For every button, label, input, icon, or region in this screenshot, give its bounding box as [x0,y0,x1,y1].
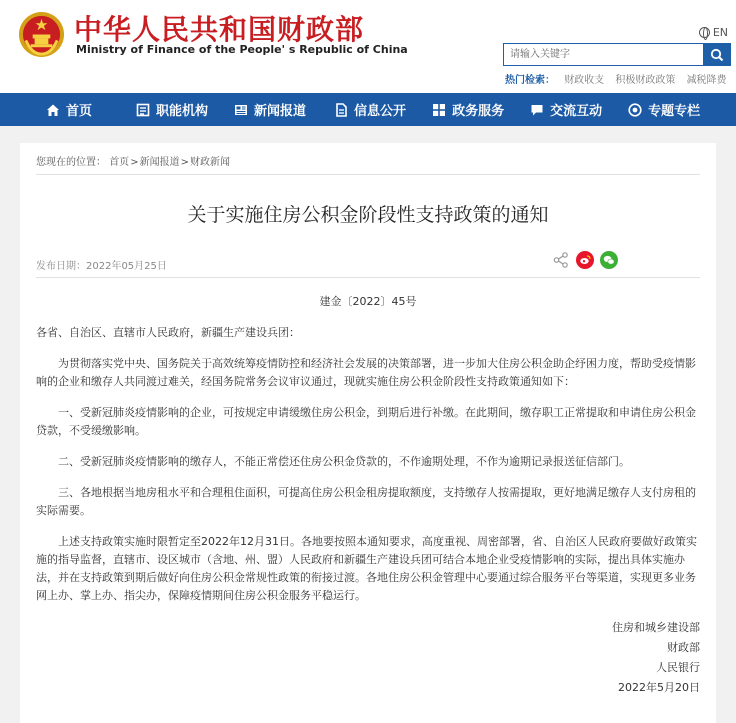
nav-item-topics[interactable] [602,93,700,126]
signature-line: 住房和城乡建设部 [612,621,700,634]
weibo-glyph-icon [579,254,591,266]
chat-icon [530,103,544,117]
breadcrumb [36,153,230,168]
document-icon [334,103,348,117]
newspaper-icon [234,103,248,117]
home-icon [46,103,60,117]
article-paragraph: 一、受新冠肺炎疫情影响的企业，可按规定申请缓缴住房公积金，到期后进行补缴。在此期间，缴存职工正常提取和申请住房公积金贷款，不受缓缴影响。 [36,406,696,437]
breadcrumb-separator: > [180,157,189,168]
nav-item-label: 首页 [66,104,93,119]
share-bar [552,251,618,269]
signature-line: 财政部 [667,641,700,654]
search-input[interactable] [504,44,704,65]
signature-line: 人民银行 [656,661,700,674]
topic-icon [628,103,642,117]
weibo-icon[interactable] [576,251,594,269]
breadcrumb-separator: > [130,157,139,168]
signatures [36,618,700,698]
nav-item-interaction[interactable] [504,93,602,126]
org-chart-icon [136,103,150,117]
globe-icon [699,27,710,38]
breadcrumb-item-news[interactable]: 新闻报道 [139,157,180,168]
hot-search-label: 热门检索： [505,75,555,86]
language-switch[interactable] [699,26,728,39]
hot-search [505,71,735,86]
hot-search-item[interactable]: 积极财政政策 [615,75,676,86]
nav-item-label: 专题专栏 [648,104,701,119]
addressee: 各省、自治区、直辖市人民政府，新疆生产建设兵团： [36,326,300,339]
main-nav [0,93,736,126]
breadcrumb-item-home[interactable]: 首页 [109,157,130,168]
nav-item-services[interactable] [406,93,504,126]
share-icon[interactable] [552,251,570,269]
hot-search-item[interactable]: 减税降费 [686,75,727,86]
breadcrumb-prefix: 您现在的位置： [36,157,106,168]
nav-item-home[interactable] [0,93,92,126]
signature-date: 2022年5月20日 [618,681,700,694]
breadcrumb-item-finance-news[interactable]: 财政新闻 [189,157,230,168]
article-title: 关于实施住房公积金阶段性支持政策的通知 [187,204,549,226]
article-body [36,293,700,698]
nav-item-label: 新闻报道 [254,104,307,119]
service-icon [432,103,446,117]
article-card [20,143,716,723]
article-paragraph: 二、受新冠肺炎疫情影响的缴存人，不能正常偿还住房公积金贷款的，不作逾期处理，不作为逾期记录报送征信部门。 [58,455,630,468]
nav-item-label: 交流互动 [550,104,603,119]
divider [36,174,700,175]
nav-item-label: 信息公开 [354,104,407,119]
wechat-glyph-icon [603,254,615,266]
language-label: EN [712,26,728,39]
article-paragraph: 上述支持政策实施时限暂定至2022年12月31日。各地要按照本通知要求，高度重视、周密部署，省、自治区人民政府要做好政策实施的指导监督，直辖市、设区城市（含地、州、盟）人民政府和新疆生产建设兵团可结合本地企业受疫情影响的实际，提出具体实施办法，并在支持政策到期后做好向住房公积金常规性政策的衔接过渡。各地住房公积金管理中心要通过综合服务平台等渠道，实现更多业务网上办、掌上办、指尖办，保障疫情期间住房公积金服务平稳运行。 [36,535,697,602]
national-emblem-icon[interactable] [18,11,65,58]
wechat-icon[interactable] [600,251,618,269]
nav-item-functions[interactable] [92,93,208,126]
nav-item-label: 政务服务 [452,104,505,119]
search-button[interactable] [703,43,731,66]
hot-search-item[interactable]: 财政收支 [564,75,605,86]
nav-item-info[interactable] [306,93,406,126]
publish-date: 发布日期：2022年05月25日 [36,261,167,272]
nav-item-news[interactable] [208,93,306,126]
article-paragraph: 为贯彻落实党中央、国务院关于高效统筹疫情防控和经济社会发展的决策部署，进一步加大住房公积金助企纾困力度，帮助受疫情影响的企业和缴存人共同渡过难关，经国务院常务会议审议通过，现就实施住房公积金阶段性支持政策通知如下： [36,357,696,388]
site-title[interactable]: 中华人民共和国财政部 [74,13,365,46]
search-box [503,43,731,66]
document-number: 建金〔2022〕45号 [319,295,417,308]
site-header [0,0,736,93]
search-icon [710,48,724,62]
site-subtitle: Ministry of Finance of the People' s Republic of China [76,43,408,56]
article-paragraph: 三、各地根据当地房租水平和合理租住面积，可提高住房公积金租房提取额度，支持缴存人按需提取，更好地满足缴存人支付房租的实际需要。 [36,486,696,517]
divider [36,277,700,278]
nav-item-label: 职能机构 [156,104,209,119]
